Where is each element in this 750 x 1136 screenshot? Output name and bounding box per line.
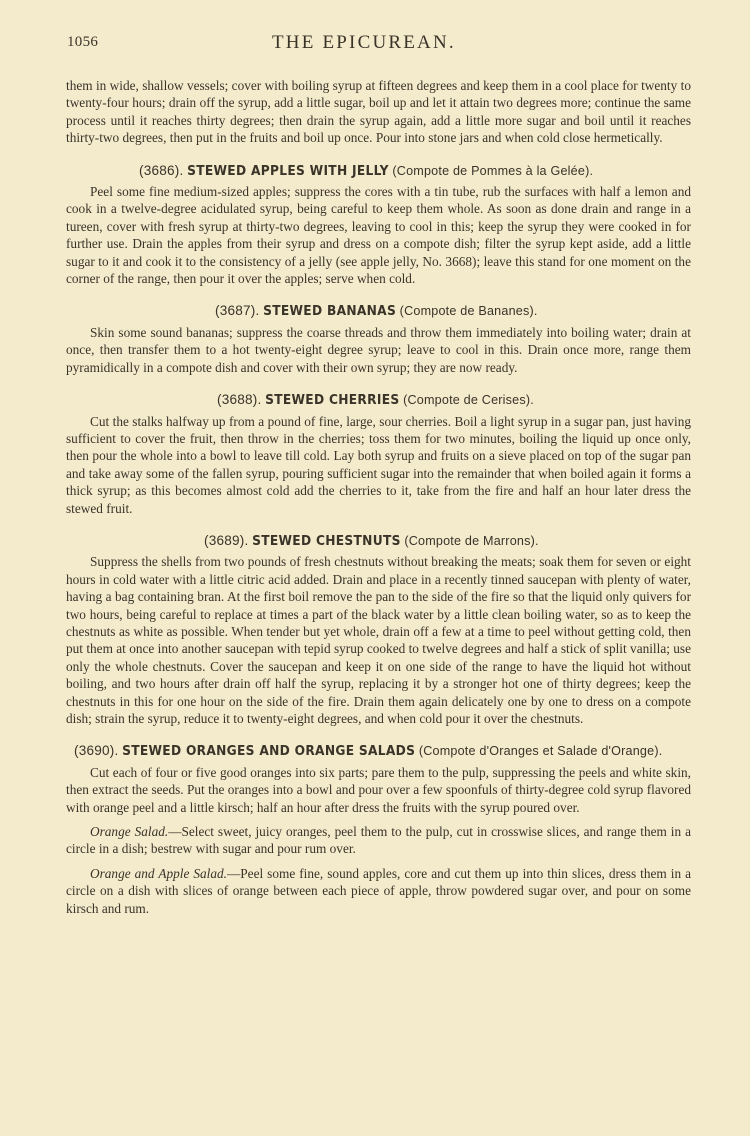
intro-paragraph: them in wide, shallow vessels; cover with boiling syrup at fifteen degrees and keep them in a cool place for twenty to twenty-four hours; drain off the syrup, add a little sugar, boil up and let it attain two degrees more; continue the same process until it reaches thirty degrees; then drain the syrup again, add a little more sugar and boil until it reaches thirty-two degrees, then put in the fruits and boil up once. Pour into stone jars and when cold close hermetically.: [66, 78, 691, 146]
recipe-3688: [66, 391, 691, 517]
recipe-number: (3686).: [139, 162, 184, 178]
recipe-number: (3689).: [204, 532, 249, 548]
recipe-title: STEWED BANANAS: [263, 303, 397, 320]
page-number: 1056: [67, 34, 99, 50]
recipe-body: Skin some sound bananas; suppress the coarse threads and throw them immediately into boiling water; drain at once, then transfer them to a hot twenty-eight degree syrup; leave to cool in this. Drain once more, range them pyramidically in a compote dish and cover with their own syrup; they are now ready.: [66, 324, 691, 375]
recipe-3690: [66, 742, 691, 917]
recipe-french-title: (Compote de Cerises).: [403, 393, 534, 408]
recipe-heading: [215, 302, 691, 320]
recipe-french-title: (Compote de Marrons).: [404, 533, 539, 548]
subsection-text: —Select sweet, juicy oranges, peel them to the pulp, cut in crosswise slices, and range them in a circle in a dish; bestrew with sugar and pour rum over.: [66, 824, 691, 857]
recipe-title: STEWED ORANGES AND ORANGE SALADS: [122, 743, 416, 760]
recipe-number: (3687).: [215, 303, 260, 319]
recipe-heading: [139, 162, 691, 180]
recipe-number: (3690).: [74, 743, 119, 759]
orange-apple-salad-paragraph: [66, 865, 691, 917]
recipe-title: STEWED CHESTNUTS: [252, 532, 401, 549]
recipe-heading: [204, 532, 691, 550]
recipe-number: (3688).: [217, 392, 262, 408]
subsection-lead: Orange and Apple Salad.: [90, 865, 227, 881]
recipe-title: STEWED APPLES WITH JELLY: [187, 162, 389, 179]
subsection-lead: Orange Salad.: [90, 824, 169, 840]
subsection-text: —Peel some fine, sound apples, core and cut them up into thin slices, dress them in a circle on a dish with slices of orange between each piece of apple, throw powdered sugar over, and pour on some kirsch and rum.: [66, 865, 691, 916]
recipe-3686: [66, 162, 691, 288]
recipe-title: STEWED CHERRIES: [265, 392, 400, 409]
recipe-body: Cut each of four or five good oranges into six parts; pare them to the pulp, suppressing the peels and white skin, then extract the seeds. Put the oranges into a bowl and pour over a few spoonfuls of thirty-degree cold syrup flavored with orange peel and a little kirsch; half an hour after dress the fruits with the syrup poured over.: [66, 764, 691, 815]
recipe-french-title: (Compote de Pommes à la Gelée).: [392, 163, 594, 178]
recipe-body: Cut the stalks halfway up from a pound of fine, large, sour cherries. Boil a light syrup in a sugar pan, just having sufficient to cover the fruit, then throw in the cherries; toss them for two minutes, boiling the liquid up once only, then pour the whole into a bowl to leave till cold. Lay both syrup and fruits on a sieve placed on top of the sugar pan and take away some of the fallen syrup, pouring sufficient sugar into the remainder that when boiled again it forms a thick syrup; as this becomes almost cold add the cherries to it, take from the fire and half an hour later dress the stewed fruit.: [66, 413, 691, 516]
recipe-french-title: (Compote d'Oranges et Salade d'Orange).: [418, 744, 663, 759]
recipe-body: Peel some fine medium-sized apples; suppress the cores with a tin tube, rub the surfaces with half a lemon and cook in a twelve-degree acidulated syrup, being careful to keep them whole. As soon as done drain and range in a tureen, cover with fresh syrup at thirty-two degrees, leaving to cool in this; keep the syrup they were cooked in for further use. Drain the apples from their syrup and dress on a compote dish; filter the syrup kept aside, add a little sugar to it and cook it to the consistency of a jelly (see apple jelly, No. 3668); leave this stand for one moment on the corner of the range, then pour it over the apples; serve when cold.: [66, 184, 691, 287]
recipe-heading: [74, 742, 691, 760]
recipe-3689: [66, 532, 691, 727]
orange-salad-paragraph: [66, 823, 691, 858]
running-head: THE EPICUREAN.: [272, 32, 456, 53]
recipe-heading: [217, 391, 691, 409]
recipe-french-title: (Compote de Bananes).: [399, 304, 538, 319]
page-header: [0, 30, 750, 60]
page-content: [66, 77, 691, 917]
recipe-body: Suppress the shells from two pounds of fresh chestnuts without breaking the meats; soak them for seven or eight hours in cold water with a little citric acid added. Drain and place in a recently tinned saucepan with plenty of water, having a bag containing bran. At the first boil remove the pan to the side of the fire so that the liquid only quivers for two hours, being careful to replace at times a part of the black water by a little clean boiling water, so as to keep the chestnuts as white as possible. When tender but yet whole, drain off a few at a time to peel without getting cold, then put them at once into another saucepan with tepid syrup cooked to twelve degrees and half a stick of split vanilla; use only the whole chestnuts. Cover the saucepan and keep it on one side of the range to have the liquid hot without boiling, and two hours after drain off half the syrup, replacing it by a stronger hot one of thirty degrees; keep the chestnuts in this for one hour on the side of the fire. Drain them again delicately one by one to dress on a compote dish; strain the syrup, reduce it to twenty-eight degrees, and when cold pour it over the chestnuts.: [66, 554, 691, 726]
recipe-3687: [66, 302, 691, 376]
